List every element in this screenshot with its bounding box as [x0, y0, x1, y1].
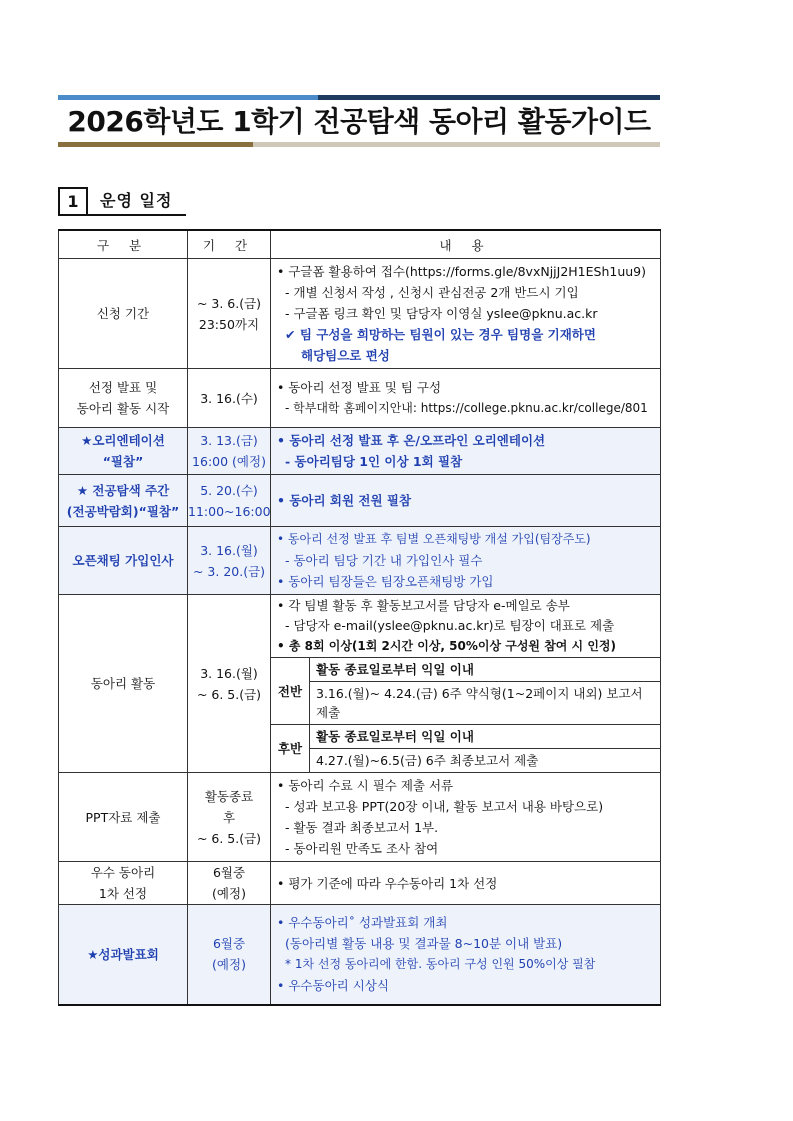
- header-content: 내 용: [271, 230, 661, 259]
- section-underline: [58, 214, 186, 216]
- row-category: ★성과발표회: [59, 905, 188, 1005]
- section-number: 1: [58, 187, 88, 216]
- row-category: ★오리엔테이션 “필참”: [59, 428, 188, 475]
- schedule-table: [58, 229, 661, 1006]
- row-content: • 각 팀별 활동 후 활동보고서를 담당자 e-메일로 송부 - 담당자 e-mail(yslee@pknu.ac.kr)로 팀장이 대표로 제출 • 총 8회 이상(1회 2시간 이상, 50%이상 구성원 참여 시 인정) 전반 활동 종료일로부터 익일 이내 3.16.(월)~ 4.24.(금) 6주 약식형(1~2페이지 내외) 보고서 제출 후반 활동 종료일로부터 익일 이내 4.27.(월)~6.5(금) 6주 최종보고서 제출: [271, 595, 661, 773]
- row-content: • 평가 기준에 따라 우수동아리 1차 선정: [271, 862, 661, 905]
- second-half-body: 4.27.(월)~6.5(금) 6주 최종보고서 제출: [310, 749, 661, 773]
- table-row: [59, 369, 661, 428]
- row-category: ★ 전공탐색 주간 (전공박람회)“필참”: [59, 475, 188, 527]
- table-row: [59, 259, 661, 369]
- second-half-label: 후반: [271, 725, 310, 773]
- row-content: • 우수동아리˚ 성과발표회 개최 (동아리별 활동 내용 및 결과물 8~10분 이내 발표) * 1차 선정 동아리에 한함. 동아리 구성 인원 50%이상 필참 • 우수동아리 시상식: [271, 905, 661, 1005]
- row-content: • 구글폼 활용하여 접수(https://forms.gle/8vxNjjJ2H1ESh1uu9) - 개별 신청서 작성 , 신청시 관심전공 2개 반드시 기입 - 구글폼 링크 확인 및 담당자 이영실 yslee@pknu.ac.kr ✔ 팀 구성을 희망하는 팀원이 있는 경우 팀명을 기재하면 해당팀으로 편성: [271, 259, 661, 369]
- row-period: 활동종료 후 ~ 6. 5.(금): [188, 773, 271, 862]
- first-half-head: 활동 종료일로부터 익일 이내: [310, 658, 661, 682]
- row-category: PPT자료 제출: [59, 773, 188, 862]
- row-category: 오픈채팅 가입인사: [59, 527, 188, 595]
- table-row: [59, 595, 661, 773]
- row-content: • 동아리 선정 발표 후 팀별 오픈채팅방 개설 가입(팀장주도) - 동아리 팀당 기간 내 가입인사 필수 • 동아리 팀장들은 팀장오픈채팅방 가입: [271, 527, 661, 595]
- second-half-head: 활동 종료일로부터 익일 이내: [310, 725, 661, 749]
- first-half-label: 전반: [271, 658, 310, 725]
- row-period: 3. 13.(금) 16:00 (예정): [188, 428, 271, 475]
- table-row: [59, 428, 661, 475]
- row-content: • 동아리 선정 발표 후 온/오프라인 오리엔테이션 - 동아리팀당 1인 이상 1회 필참: [271, 428, 661, 475]
- row-category: 우수 동아리 1차 선정: [59, 862, 188, 905]
- table-row: [59, 527, 661, 595]
- header-category: 구 분: [59, 230, 188, 259]
- row-period: 5. 20.(수) 11:00~16:00: [188, 475, 271, 527]
- row-content: • 동아리 선정 발표 및 팀 구성 - 학부대학 홈페이지안내: https://college.pknu.ac.kr/college/801: [271, 369, 661, 428]
- half-report-table: [271, 657, 660, 772]
- row-period: ~ 3. 6.(금) 23:50까지: [188, 259, 271, 369]
- row-period: 3. 16.(월) ~ 3. 20.(금): [188, 527, 271, 595]
- row-period: 3. 16.(월) ~ 6. 5.(금): [188, 595, 271, 773]
- row-category: 동아리 활동: [59, 595, 188, 773]
- section-title: 운영 일정: [100, 191, 173, 210]
- table-row: [59, 475, 661, 527]
- row-period: 3. 16.(수): [188, 369, 271, 428]
- first-half-body: 3.16.(월)~ 4.24.(금) 6주 약식형(1~2페이지 내외) 보고서 제출: [310, 682, 661, 725]
- table-row: [59, 905, 661, 1005]
- page-title: 2026학년도 1학기 전공탐색 동아리 활동가이드: [67, 105, 651, 138]
- table-header-row: [59, 230, 661, 259]
- table-row: [59, 773, 661, 862]
- title-top-rule: [58, 95, 660, 100]
- row-category: 신청 기간: [59, 259, 188, 369]
- row-content: • 동아리 회원 전원 필참: [271, 475, 661, 527]
- title-bottom-rule: [58, 142, 660, 147]
- row-period: 6월중 (예정): [188, 905, 271, 1005]
- row-period: 6월중 (예정): [188, 862, 271, 905]
- header-period: 기 간: [188, 230, 271, 259]
- row-content: • 동아리 수료 시 필수 제출 서류 - 성과 보고용 PPT(20장 이내, 활동 보고서 내용 바탕으로) - 활동 결과 최종보고서 1부. - 동아리원 만족도 조사 참여: [271, 773, 661, 862]
- row-category: 선정 발표 및 동아리 활동 시작: [59, 369, 188, 428]
- table-row: [59, 862, 661, 905]
